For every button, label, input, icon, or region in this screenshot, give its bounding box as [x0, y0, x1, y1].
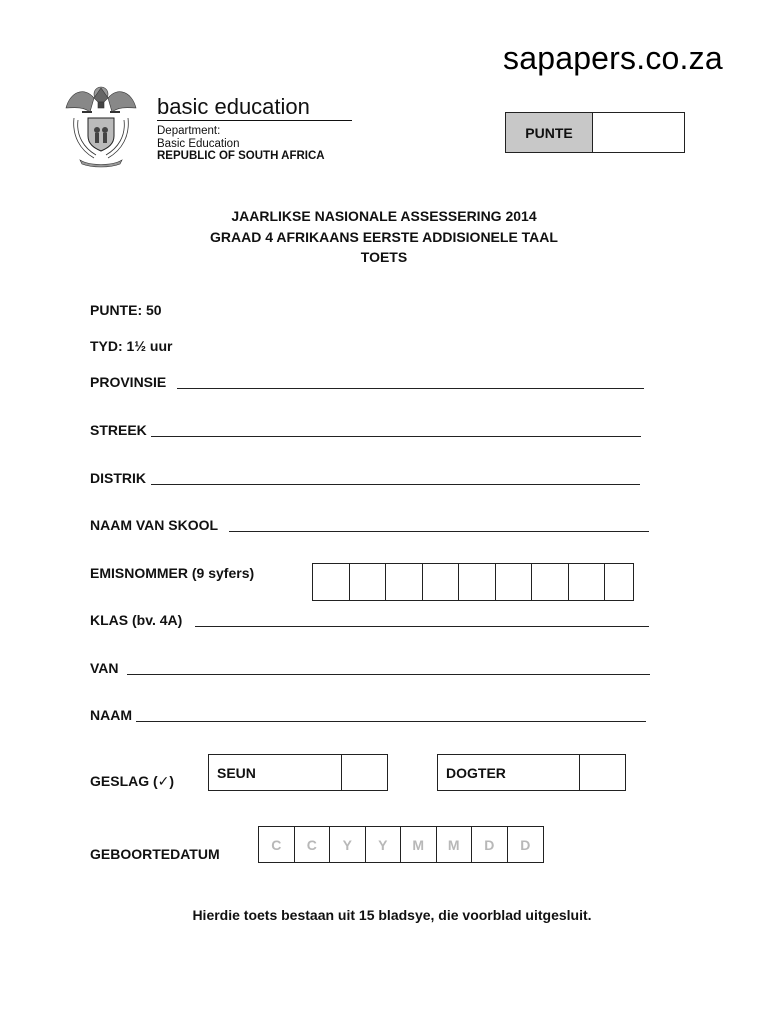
test-heading — [0, 206, 768, 268]
name-field[interactable] — [136, 721, 646, 722]
surname-field[interactable] — [127, 674, 650, 675]
surname-label: VAN — [90, 660, 119, 676]
logo-divider — [157, 120, 352, 121]
heading-line-1: JAARLIKSE NASIONALE ASSESSERING 2014 — [231, 208, 537, 224]
emis-digit-box[interactable] — [496, 564, 533, 600]
region-label: STREEK — [90, 422, 147, 438]
department-logo-text — [157, 94, 352, 163]
duration: TYD: 1½ uur — [90, 338, 173, 354]
emis-label: EMISNOMMER (9 syfers) — [90, 565, 255, 581]
gender-boy-checkbox[interactable] — [342, 755, 387, 790]
school-label: NAAM VAN SKOOL — [90, 517, 219, 533]
birthdate-digit-box[interactable]: Y — [366, 827, 402, 862]
gender-girl-checkbox[interactable] — [580, 755, 625, 790]
birthdate-digit-box[interactable]: D — [472, 827, 508, 862]
emis-digit-box[interactable] — [386, 564, 423, 600]
emis-digit-box[interactable] — [313, 564, 350, 600]
gender-boy-label: SEUN — [209, 755, 342, 790]
emis-digit-box[interactable] — [459, 564, 496, 600]
province-label: PROVINSIE — [90, 374, 167, 390]
logo-title: basic education — [157, 94, 310, 119]
logo-department-label: Department: — [157, 125, 221, 137]
score-box-input[interactable] — [593, 113, 684, 152]
province-field[interactable] — [177, 388, 644, 389]
page-count-note: Hierdie toets bestaan uit 15 bladsye, die voorblad uitgesluit. — [192, 907, 592, 923]
emis-digit-box[interactable] — [569, 564, 606, 600]
birthdate-digit-box[interactable]: Y — [330, 827, 366, 862]
site-watermark: sapapers.co.za — [503, 40, 723, 76]
heading-line-2: GRAAD 4 AFRIKAANS EERSTE ADDISIONELE TAAL — [210, 228, 558, 245]
gender-option-boy — [208, 754, 388, 791]
birthdate-digit-box[interactable]: M — [437, 827, 473, 862]
class-label: KLAS (bv. 4A) — [90, 612, 183, 628]
total-marks: PUNTE: 50 — [90, 302, 162, 318]
emis-digit-box[interactable] — [532, 564, 569, 600]
school-field[interactable] — [229, 531, 649, 532]
birthdate-digit-box[interactable]: M — [401, 827, 437, 862]
logo-country: REPUBLIC OF SOUTH AFRICA — [157, 150, 325, 162]
class-field[interactable] — [195, 626, 649, 627]
gender-girl-label: DOGTER — [438, 755, 580, 790]
score-box — [505, 112, 685, 153]
name-label: NAAM — [90, 707, 132, 723]
gender-option-girl — [437, 754, 626, 791]
emis-number-boxes — [312, 563, 634, 601]
district-label: DISTRIK — [90, 470, 146, 486]
birthdate-digit-box[interactable]: D — [520, 836, 531, 853]
logo-department-name: Basic Education — [157, 137, 240, 150]
heading-line-3: TOETS — [360, 249, 408, 265]
emis-digit-box[interactable] — [350, 564, 387, 600]
emis-digit-box[interactable] — [423, 564, 460, 600]
birthdate-label: GEBOORTEDATUM — [90, 846, 220, 862]
birthdate-boxes — [258, 826, 544, 863]
score-box-label: PUNTE — [506, 113, 593, 152]
emis-digit-box[interactable] — [605, 564, 633, 600]
coat-of-arms-icon — [60, 78, 142, 170]
birthdate-digit-box[interactable]: C — [259, 827, 295, 862]
region-field[interactable] — [151, 436, 641, 437]
district-field[interactable] — [151, 484, 640, 485]
gender-label: GESLAG (✓) — [90, 773, 175, 789]
birthdate-digit-box[interactable]: C — [295, 827, 331, 862]
